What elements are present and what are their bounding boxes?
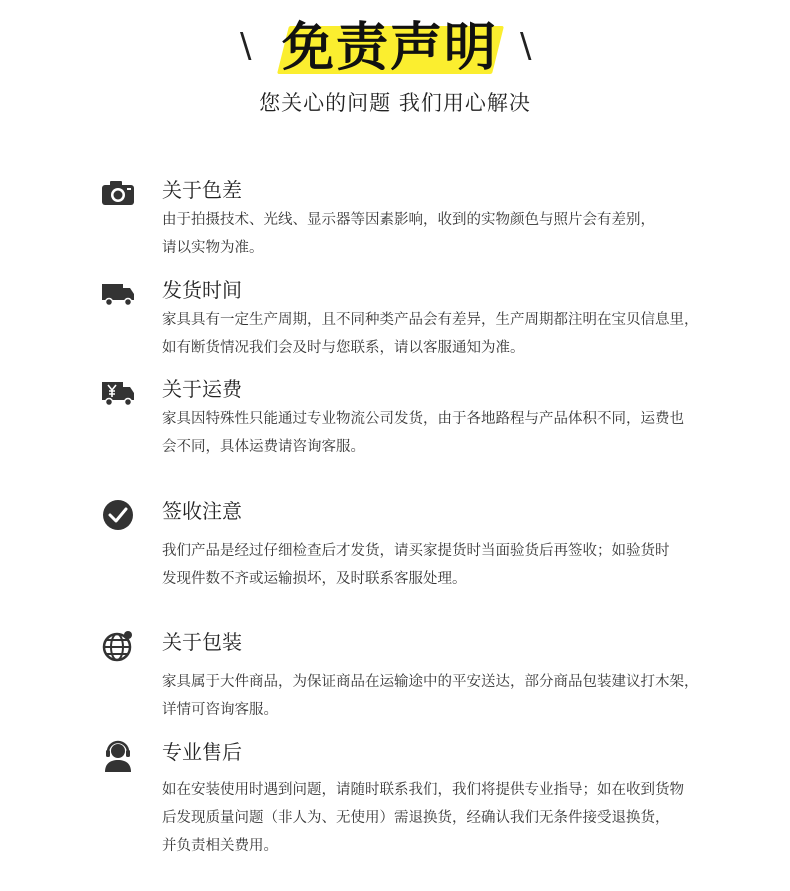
body-line: 会不同，具体运费请咨询客服。 <box>162 439 365 455</box>
body-line: 请以实物为准。 <box>162 240 264 256</box>
body-line: 发现件数不齐或运输损坏，及时联系客服处理。 <box>162 571 467 587</box>
body-line: 家具因特殊性只能通过专业物流公司发货，由于各地路程与产品体积不同，运费也 <box>162 411 684 427</box>
body-line: 如有断货情况我们会及时与您联系，请以客服通知为准。 <box>162 340 525 356</box>
truck-icon <box>100 276 136 310</box>
section-body <box>162 537 732 593</box>
section-title: 关于包装 <box>162 630 242 654</box>
body-line: 家具具有一定生产周期，且不同种类产品会有差异，生产周期都注明在宝贝信息里， <box>162 312 699 328</box>
body-line: 我们产品是经过仔细检查后才发货，请买家提货时当面验货后再签收；如验货时 <box>162 543 670 559</box>
section-title: 专业售后 <box>162 740 242 764</box>
page-title: 免责声明 <box>281 17 498 78</box>
checkmark-circle-icon <box>100 497 136 531</box>
section-body <box>162 668 732 724</box>
body-line: 家具属于大件商品，为保证商品在运输途中的平安送达，部分商品包装建议打木架， <box>162 674 699 690</box>
section-body <box>162 776 732 860</box>
section-body <box>162 306 732 362</box>
section-title: 签收注意 <box>162 499 242 523</box>
page-subtitle: 您关心的问题 我们用心解决 <box>259 91 531 115</box>
section-body <box>162 405 732 461</box>
body-line: 如在安装使用时遇到问题，请随时联系我们，我们将提供专业指导；如在收到货物 <box>162 782 684 798</box>
section-body <box>162 206 732 262</box>
section-title: 关于色差 <box>162 178 242 202</box>
body-line: 后发现质量问题（非人为、无使用）需退换货，经确认我们无条件接受退换货， <box>162 810 670 826</box>
title-slash-left: \ <box>240 26 252 66</box>
globe-gear-icon <box>100 628 136 662</box>
body-line: 并负责相关费用。 <box>162 838 278 854</box>
camera-icon <box>100 176 136 210</box>
header <box>0 0 790 130</box>
yen-truck-icon <box>100 375 136 409</box>
body-line: 详情可咨询客服。 <box>162 702 278 718</box>
section-title: 关于运费 <box>162 377 242 401</box>
body-line: 由于拍摄技术、光线、显示器等因素影响，收到的实物颜色与照片会有差别， <box>162 212 655 228</box>
headset-person-icon <box>100 738 136 772</box>
title-wrap <box>275 14 505 80</box>
title-slash-right: \ <box>520 26 532 66</box>
section-title: 发货时间 <box>162 278 242 302</box>
